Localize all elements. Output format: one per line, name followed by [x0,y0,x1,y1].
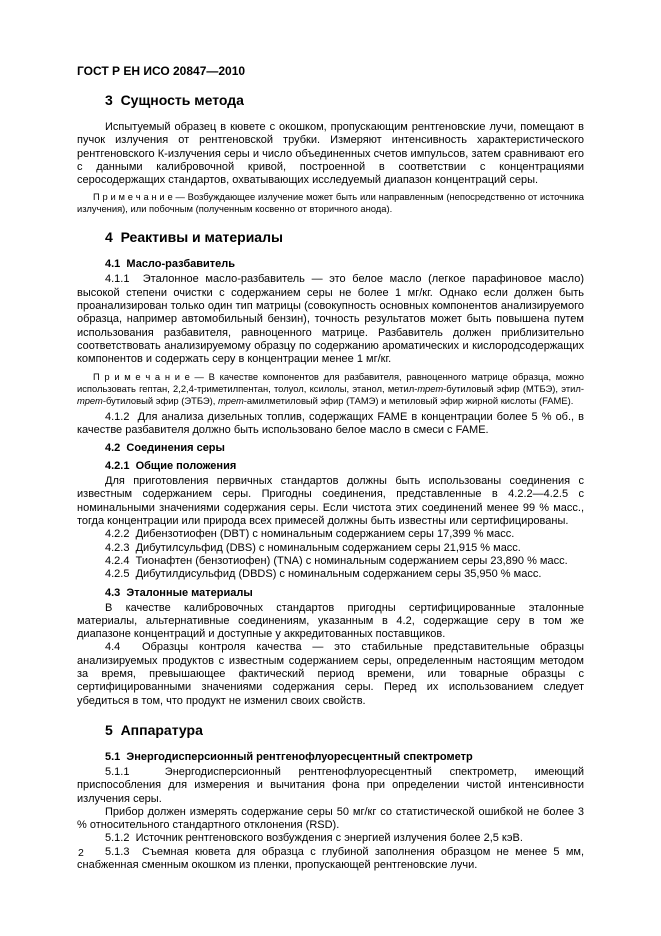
note-label: П р и м е ч а н и е — [93,191,188,203]
text-run: -амилметиловый эфир (ТАМЭ) и метиловый эфир жирной кислоты (FAME). [243,394,574,406]
text-run: 4.1 Масло-разбавитель [105,258,236,271]
italic-term: трет [77,394,103,406]
paragraph [77,528,584,541]
text-run: Прибор должен измерять содержание серы 50 мг/кг со статистической ошибкой не более 3 % относительного стандартного отклонения (RSD). [77,805,584,832]
paragraph [77,555,584,568]
section-heading [105,722,584,738]
text-run: В качестве компонентов для разбавителя, равноценного матрице образца, можно использовать гептан, 2,2,4-триметилпентан, толуол, ксилолы, этанол, метил- [77,370,584,394]
subsection-heading [105,442,584,455]
text-run: 4.2.4 Тионафтен (бензотиофен) (TNA) с номинальным содержанием серы 23,890 % масс. [105,554,568,567]
text-run: 4.2.1 Общие положения [105,460,237,473]
text-run: -бутиловый эфир (ЭТБЭ), [102,394,218,406]
text-run: Для приготовления первичных стандартов должны быть использованы соединения с известным содержанием серы. Пригодны соединения, представленные в 4.2.2—4.2.5 с номинальными значениями содержания серы. Если чистота этих соединений менее 99 % масс., тогда концентрации или природа всех примесей должны быть известны или сертифицированы. [77,475,584,528]
text-run: 5.1.1 Энергодисперсионный рентгенофлуоресцентный спектрометр, имеющий приспособления для измерения и вычитания фона при определении чистой интенсивности излучения серы. [77,765,584,805]
paragraph [77,568,584,581]
standard-designation: ГОСТ Р ЕН ИСО 20847—2010 [77,64,246,78]
paragraph [77,542,584,555]
paragraph [77,475,584,528]
subsection-heading [105,258,584,271]
paragraph [77,766,584,806]
text-run: 4 Реактивы и материалы [105,229,283,246]
text-run: Испытуемый образец в кювете с окошком, пропускающим рентгеновские лучи, помещают в пучок излучения от рентгеновской трубки. Измеряют интенсивность характеристического рентгеновского К-излучения серы и число объединенных счетов импульсов, затем сравнивают его с данными калибровочной кривой, построенной в соответствии с концентрациями серосодержащих стандартов, охватывающих исследуемый диапазон концентраций серы. [77,121,584,187]
text-run: -бутиловый эфир (МТБЭ), этил- [443,382,584,394]
paragraph [77,273,584,366]
text-run: В качестве калибровочных стандартов пригодны сертифицированные эталонные материалы, альтернативные соединениям, указанным в 4.2, содержащие серу в том же диапазоне концентраций и доступные у аккредитованных поставщиков. [77,601,584,641]
text-run: 4.2.5 Дибутилдисульфид (DBDS) с номинальным содержанием серы 35,950 % масс. [105,568,542,581]
text-run: Возбуждающее излучение может быть или направленным (непосредственно от источника излучения), или побочным (полученным косвенно от вторичного анода). [77,191,584,215]
section-heading [105,92,584,108]
paragraph [77,832,584,845]
paragraph [77,846,584,873]
note-paragraph [77,191,584,215]
text-run: 4.3 Эталонные материалы [105,586,253,599]
text-run: 5 Аппаратура [105,721,203,738]
text-run: 3 Сущность метода [105,92,244,108]
paragraph [77,602,584,642]
subsection-heading [105,460,584,473]
text-run: 5.1.3 Съемная кювета для образца с глубиной заполнения образцом не менее 5 мм, снабженная сменным окошком из пленки, пропускающей рентгеновские лучи. [77,845,584,871]
paragraph [77,121,584,187]
text-run: 4.2 Соединения серы [105,442,225,455]
paragraph [77,641,584,707]
text-run: 4.4 Образцы контроля качества — это стабильные представительные образцы анализируемых продуктов с известным содержанием серы, определенным настоящим методом за время, превышающее фактический период времени, или товарные образцы с сертифицированными значениями содержания серы. Перед их использованием следует убедиться в том, что продукт не изменил своих свойств. [77,641,584,707]
text-run: 4.1.1 Эталонное масло-разбавитель — это белое масло (легкое парафиновое масло) высокой степени очистки с содержанием серы не более 1 мг/кг. Однако если должен быть проанализирован только один тип матрицы (совокупность основных компонентов анализируемого образца, например автомобильный бензин), точность результатов может быть повышена путем использования разбавителя, равноценного матрице. Разбавитель должен приблизительно соответствовать анализируемому образцу по содержанию ароматических и кислородсодержащих компонентов и содержать серу в концентрации менее 1 мг/кг. [77,273,584,366]
subsection-heading [105,587,584,600]
text-run: 5.1.2 Источник рентгеновского возбуждения с энергией излучения более 2,5 кэВ. [105,832,523,845]
section-heading [105,229,584,245]
text-run: 4.2.2 Дибензотиофен (DBT) с номинальным содержанием серы 17,399 % масс. [105,528,515,541]
text-run: 5.1 Энергодисперсионный рентгенофлуоресцентный спектрометр [105,750,473,763]
paragraph [77,806,584,833]
italic-term: трет [217,394,244,406]
page-number: 2 [78,847,84,859]
italic-term: трет [417,382,444,394]
text-run: 4.2.3 Дибутилсульфид (DBS) с номинальным содержанием серы 21,915 % масс. [105,541,521,554]
note-label: П р и м е ч а н и е — [93,370,209,382]
paragraph [77,411,584,438]
note-paragraph [77,371,584,407]
subsection-heading [105,751,584,764]
document-body [77,92,584,872]
text-run: 4.1.2 Для анализа дизельных топлив, содержащих FAME в концентрации более 5 % об., в качестве разбавителя должно быть использовано белое масло в смеси с FAME. [77,410,584,436]
